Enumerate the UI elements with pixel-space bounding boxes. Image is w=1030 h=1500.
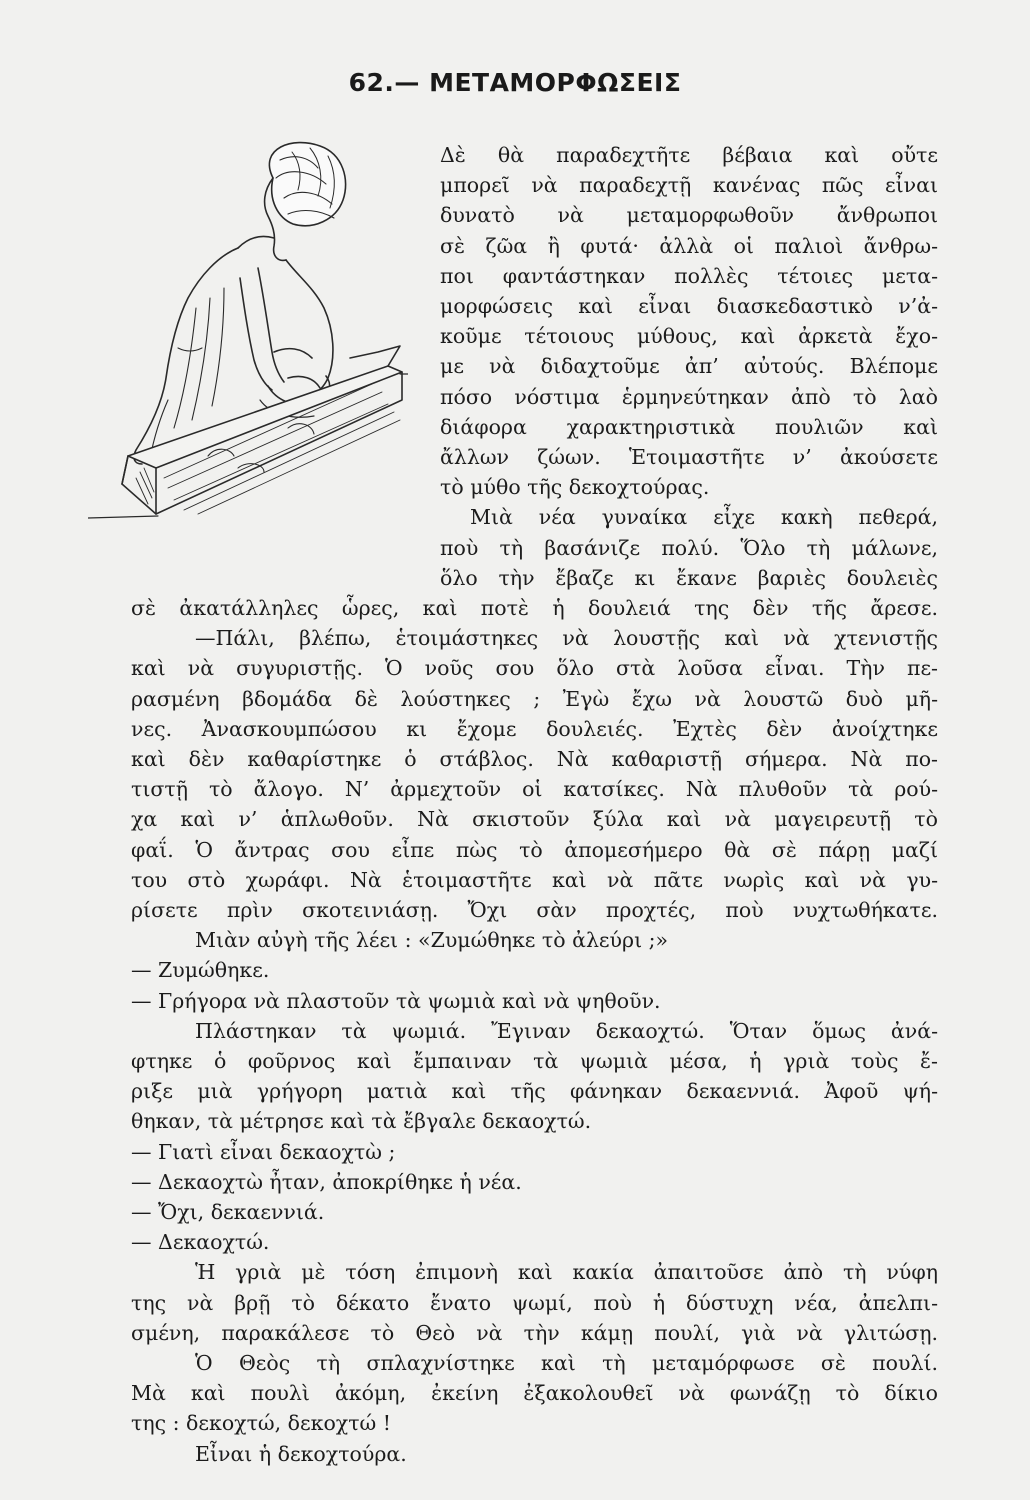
text-line: δυνατὸ νὰ μεταμορφωθοῦν ἄνθρωποι	[440, 203, 938, 228]
text-line: τιστῇ τὸ ἄλογο. Ν’ ἀρμεχτοῦν οἱ κατσίκες. Νὰ πλυθοῦν τὰ ρού-	[131, 777, 938, 802]
text-line: σὲ ζῶα ἢ φυτά· ἀλλὰ οἱ παλιοὶ ἄνθρω-	[440, 233, 938, 258]
text-line: πόσο νόστιμα ἑρμηνεύτηκαν ἀπὸ τὸ λαὸ	[440, 384, 938, 409]
text-line: σὲ ἀκατάλληλες ὧρες, καὶ ποτὲ ἡ δουλειά της δὲν τῆς ἄρεσε.	[131, 596, 938, 620]
text-line: της νὰ βρῇ τὸ δέκατο ἔνατο ψωμί, ποὺ ἡ δύστυχη νέα, ἀπελπι-	[131, 1290, 938, 1315]
text-line: καὶ δὲν καθαρίστηκε ὁ στάβλος. Νὰ καθαριστῇ σήμερα. Νὰ πο-	[131, 747, 938, 771]
text-line: — Γιατὶ εἶναι δεκαοχτὼ ;	[131, 1139, 396, 1164]
text-line: καὶ νὰ συγυριστῇς. Ὁ νοῦς σου ὅλο στὰ λοῦσα εἶναι. Τὴν πε-	[131, 656, 938, 681]
text-line: χα καὶ ν’ ἁπλωθοῦν. Νὰ σκιστοῦν ξύλα καὶ νὰ μαγειρευτῇ τὸ	[131, 807, 938, 832]
text-line: Μὰ καὶ πουλὶ ἀκόμη, ἐκείνη ἐξακολουθεῖ νὰ φωνάζῃ τὸ δίκιο	[131, 1381, 938, 1406]
text-line: Ἡ γριὰ μὲ τόση ἐπιμονὴ καὶ κακία ἀπαιτοῦσε ἀπὸ τὴ νύφη	[195, 1260, 938, 1285]
text-line: του στὸ χωράφι. Νὰ ἑτοιμαστῆτε καὶ νὰ πᾶτε νωρὶς καὶ νὰ γυ-	[131, 867, 938, 892]
text-line: —Πάλι, βλέπω, ἑτοιμάστηκες νὰ λουστῇς καὶ νὰ χτενιστῇς	[195, 626, 938, 651]
text-line: σμένη, παρακάλεσε τὸ Θεὸ νὰ τὴν κάμῃ πουλί, γιὰ νὰ γλιτώσῃ.	[131, 1320, 938, 1345]
text-line: ριξε μιὰ γρήγορη ματιὰ καὶ τῆς φάνηκαν δεκαεννιά. Ἀφοῦ ψή-	[131, 1079, 938, 1104]
text-line: Ὁ Θεὸς τὴ σπλαχνίστηκε καὶ τὴ μεταμόρφωσε σὲ πουλί.	[195, 1351, 938, 1375]
text-line: — Γρήγορα νὰ πλαστοῦν τὰ ψωμιὰ καὶ νὰ ψηθοῦν.	[131, 988, 661, 1013]
text-line: κοῦμε τέτοιους μύθους, καὶ ἀρκετὰ ἔχο-	[440, 324, 938, 349]
text-line: Δὲ θὰ παραδεχτῆτε βέβαια καὶ οὔτε	[440, 143, 938, 167]
text-line: ποι φαντάστηκαν πολλὲς τέτοιες μετα-	[440, 263, 938, 288]
text-line: ρασμένη βδομάδα δὲ λούστηκες ; Ἐγὼ ἔχω νὰ λουστῶ δυὸ μῆ-	[131, 686, 938, 711]
text-line: φαΐ. Ὁ ἄντρας σου εἶπε πὼς τὸ ἀπομεσήμερο θὰ σὲ πάρῃ μαζί	[131, 837, 938, 862]
text-line: — Ὄχι, δεκαεννιά.	[131, 1200, 325, 1224]
text-line: με νὰ διδαχτοῦμε ἀπ’ αὐτούς. Βλέπομε	[440, 354, 938, 379]
text-line: Εἶναι ἡ δεκοχτούρα.	[195, 1441, 407, 1466]
text-line: Μιὰν αὐγὴ τῆς λέει : «Ζυμώθηκε τὸ ἀλεύρι ;»	[195, 928, 669, 953]
text-line: ὅλο τὴν ἔβαζε κι ἔκανε βαριὲς δουλειὲς	[440, 565, 938, 590]
text-line: θηκαν, τὰ μέτρησε καὶ τὰ ἔβγαλε δεκαοχτώ.	[131, 1109, 592, 1134]
text-line: φτηκε ὁ φοῦρνος καὶ ἔμπαιναν τὰ ψωμιὰ μέσα, ἡ γριὰ τοὺς ἔ-	[131, 1049, 938, 1073]
woman-kneading-dough-illustration	[88, 138, 408, 523]
text-line: διάφορα χαρακτηριστικὰ πουλιῶν καὶ	[440, 414, 938, 439]
text-line: — Ζυμώθηκε.	[131, 958, 270, 983]
text-line: ποὺ τὴ βασάνιζε πολύ. Ὅλο τὴ μάλωνε,	[440, 535, 938, 560]
page-title: 62.— ΜΕΤΑΜΟΡΦΩΣΕΙΣ	[348, 68, 682, 97]
text-line: τὸ μύθο τῆς δεκοχτούρας.	[440, 475, 710, 500]
text-line: μορφώσεις καὶ εἶναι διασκεδαστικὸ ν’ἀ-	[440, 294, 938, 318]
text-line: νες. Ἀνασκουμπώσου κι ἔχομε δουλειές. Ἐχτὲς δὲν ἀνοίχτηκε	[131, 716, 938, 741]
text-line: — Δεκαοχτώ.	[131, 1230, 270, 1255]
text-line: — Δεκαοχτὼ ἦταν, ἀποκρίθηκε ἡ νέα.	[131, 1169, 522, 1194]
text-line: ἄλλων ζώων. Ἑτοιμαστῆτε ν’ ἀκούσετε	[440, 445, 938, 469]
text-line: Πλάστηκαν τὰ ψωμιά. Ἔγιναν δεκαοχτώ. Ὅταν ὅμως ἀνά-	[195, 1018, 938, 1043]
text-line: μπορεῖ νὰ παραδεχτῇ κανένας πῶς εἶναι	[440, 173, 938, 198]
text-line: της : δεκοχτώ, δεκοχτώ !	[131, 1411, 392, 1436]
text-line: Μιὰ νέα γυναίκα εἶχε κακὴ πεθερά,	[470, 505, 938, 530]
text-line: ρίσετε πρὶν σκοτεινιάσῃ. Ὄχι σὰν προχτές, ποὺ νυχτωθήκατε.	[131, 898, 938, 922]
